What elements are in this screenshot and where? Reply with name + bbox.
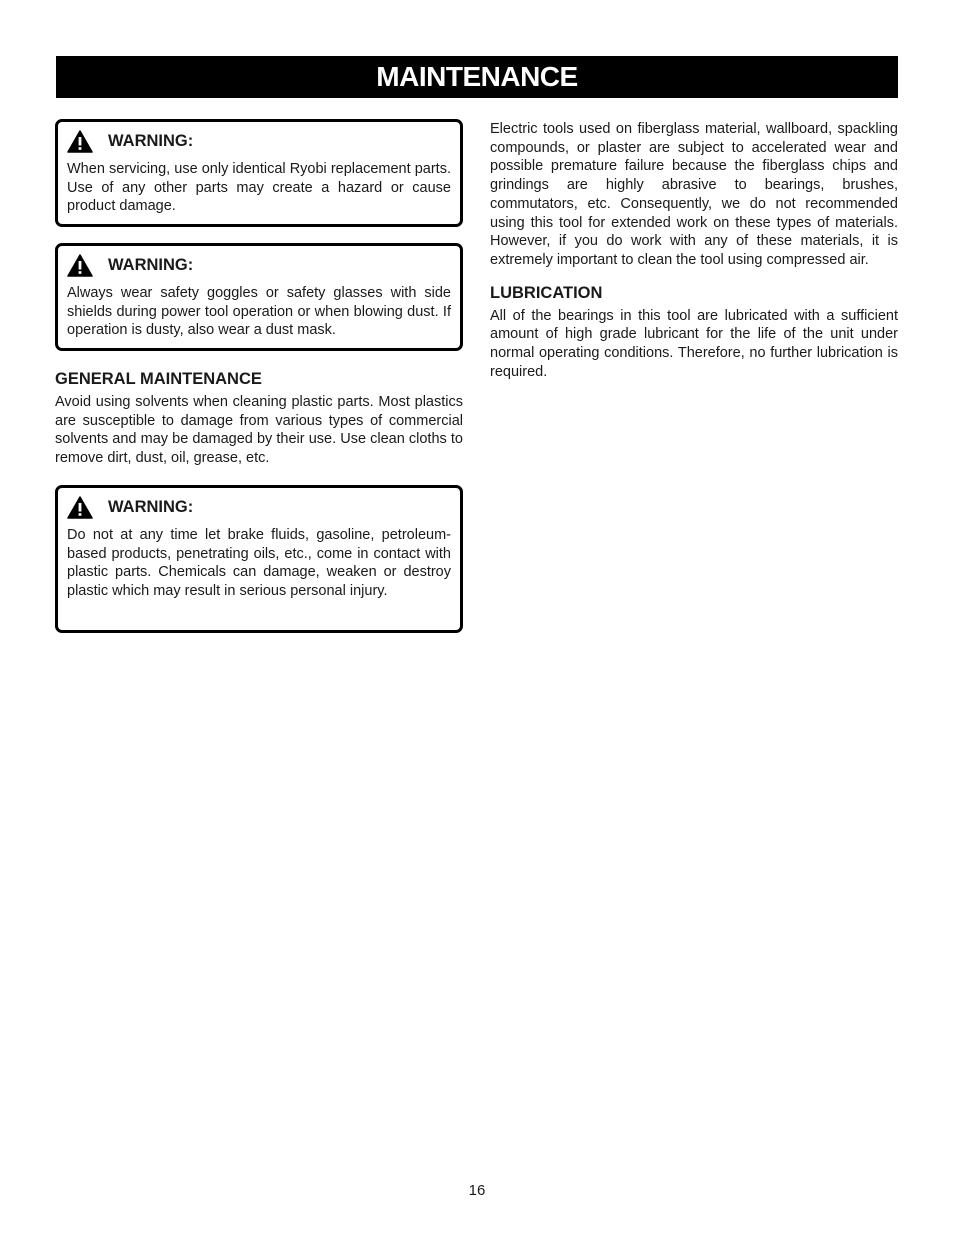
warning-header <box>67 496 451 519</box>
warning-label: WARNING: <box>108 497 194 516</box>
warning-box-chemicals <box>55 485 463 633</box>
warning-text: When servicing, use only identical Ryobi replacement parts. Use of any other parts may create a hazard or cause product damage. <box>67 161 451 215</box>
warning-triangle-icon <box>67 496 93 519</box>
section-heading-lubrication: LUBRICATION <box>490 283 603 302</box>
right-column <box>490 120 898 381</box>
warning-header <box>67 254 451 277</box>
warning-header <box>67 130 451 153</box>
lubrication-text: All of the bearings in this tool are lubricated with a sufficient amount of high grade lubricant for the life of the unit under normal operating conditions. Therefore, no further lubrication is required. <box>490 307 898 380</box>
warning-triangle-icon <box>67 254 93 277</box>
title-bar <box>56 56 898 98</box>
lubrication-section <box>490 284 898 382</box>
general-maintenance-text: Avoid using solvents when cleaning plastic parts. Most plastics are susceptible to damage from various types of commercial solvents and may be damaged by their use. Use clean cloths to remove dirt, dust, oil, grease, etc. <box>55 394 463 467</box>
section-heading-general-maintenance: GENERAL MAINTENANCE <box>55 370 262 388</box>
warning-text: Do not at any time let brake fluids, gasoline, petroleum-based products, penetrating oils, etc., come in contact with plastic parts. Chemicals can damage, weaken or destroy plastic which may result in serious personal injury. <box>67 526 451 599</box>
page-number: 16 <box>468 1182 486 1199</box>
warning-label: WARNING: <box>108 132 194 150</box>
warning-label: WARNING: <box>108 256 194 274</box>
warning-box-replacement-parts <box>55 119 463 227</box>
warning-triangle-icon <box>67 130 93 153</box>
general-maintenance-section <box>55 370 463 468</box>
page-title: MAINTENANCE <box>376 61 578 92</box>
electric-tools-text: Electric tools used on fiberglass material, wallboard, spackling compounds, or plaster are subject to accelerated wear and possible premature failure because the fiberglass chips and grindings are highly abrasive to bearings, brushes, commutators, etc. Consequently, we do not recommended using this tool for extended work on these types of materials. However, if you do work with any of these materials, it is extremely important to clean the tool using compressed air. <box>490 121 898 268</box>
warning-box-safety-goggles <box>55 243 463 351</box>
warning-text: Always wear safety goggles or safety glasses with side shields during power tool operation or when blowing dust. If operation is dusty, also wear a dust mask. <box>67 285 451 339</box>
left-column <box>55 119 463 633</box>
